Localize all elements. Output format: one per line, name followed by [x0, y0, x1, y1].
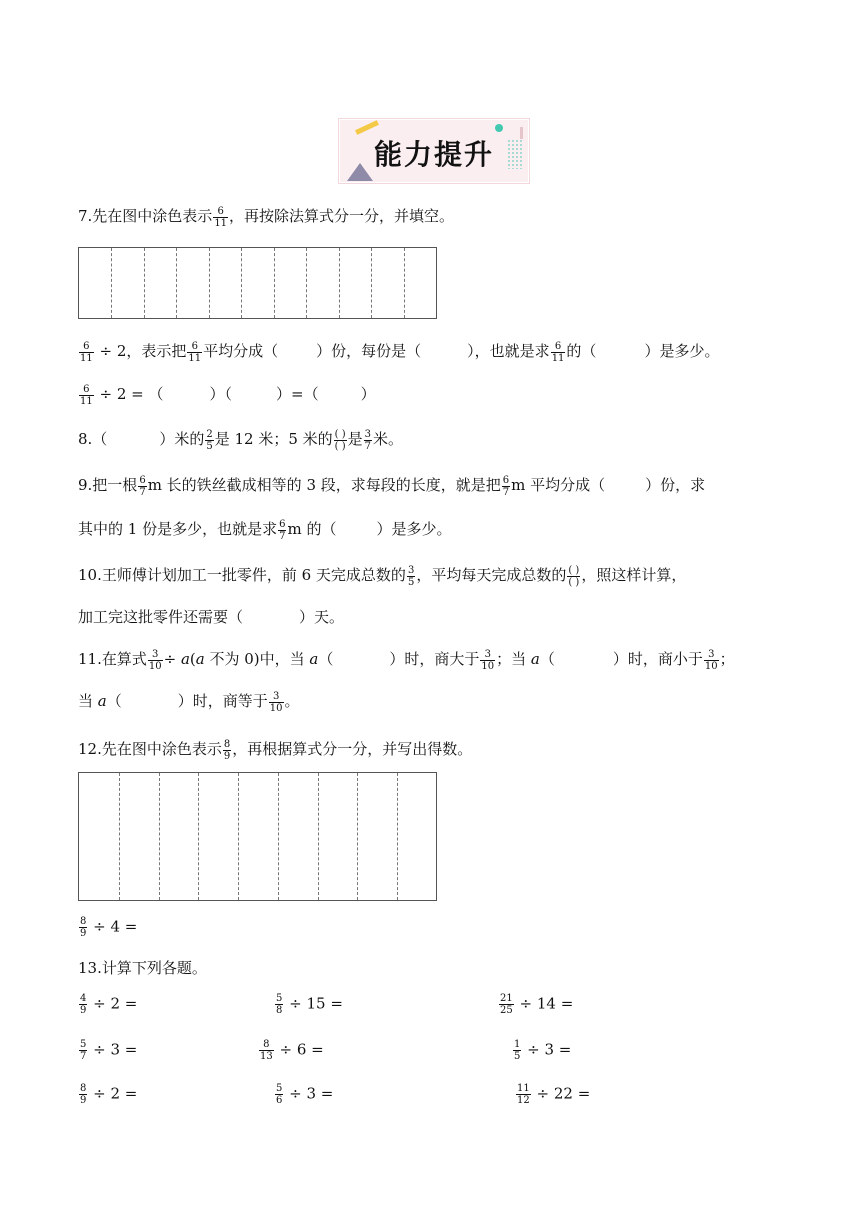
question-12-equation: $\frac{8}{9}$ ÷ 4 =: [80, 916, 138, 939]
q12-strip-diagram[interactable]: [78, 772, 437, 901]
question-7-line-1: $\frac{6}{11}$ ÷ 2，表示把 $\frac{6}{11}$ 平均分成（ ）份，每份是（ ），也就是求 $\frac{6}{11}$ 的（ ）是多少。: [80, 340, 720, 364]
calc-item: $\frac{8}{13}$ ÷ 6 =: [260, 1039, 324, 1062]
question-9-line-2: 其中的 1 份是多少，也就是求 $\frac{6}{7}$ m 的（ ）是多少。: [78, 518, 452, 542]
blank-fraction[interactable]: $\frac{( )}{( )}$: [334, 428, 346, 452]
question-7-line-2: $\frac{6}{11}$ ÷ 2 = （ ）（ ）=（ ）: [80, 383, 376, 407]
question-11-line-1: 11.在算式 $\frac{3}{10}$ ÷ a(a 不为 0)中，当 a（ ）时，商大于 $\frac{3}{10}$ ；当 a（ ）时，商小于 $\frac{3}{10}$ ；: [78, 648, 735, 672]
calc-item: $\frac{4}{9}$ ÷ 2 =: [80, 993, 138, 1016]
question-11-line-2: 当 a（ ）时，商等于 $\frac{3}{10}$ 。: [78, 690, 300, 714]
calc-item: $\frac{5}{6}$ ÷ 3 =: [276, 1083, 334, 1106]
blank-fraction[interactable]: $\frac{( )}{( )}$: [568, 564, 580, 588]
q7-strip-diagram[interactable]: [78, 247, 437, 319]
banner-title: 能力提升: [373, 138, 494, 171]
calc-item: $\frac{11}{12}$ ÷ 22 =: [517, 1083, 591, 1106]
question-10-line-2: 加工完这批零件还需要（ ）天。: [78, 608, 345, 626]
section-banner: [338, 118, 530, 184]
question-8: 8.（ ）米的 $\frac{2}{5}$ 是 12 米；5 米的 $\frac{( )}{( )}$ 是 $\frac{3}{7}$ 米。: [78, 428, 404, 452]
question-9-line-1: 9.把一根 $\frac{6}{7}$ m 长的铁丝截成相等的 3 段，求每段的长度，就是把 $\frac{6}{7}$ m 平均分成（ ）份，求: [78, 474, 706, 498]
calc-item: $\frac{5}{7}$ ÷ 3 =: [80, 1039, 138, 1062]
calc-item: $\frac{8}{9}$ ÷ 2 =: [80, 1083, 138, 1106]
fraction: $\frac{6}{11}$: [214, 205, 228, 229]
calc-item: $\frac{1}{5}$ ÷ 3 =: [514, 1039, 572, 1062]
question-10-line-1: 10.王师傅计划加工一批零件，前 6 天完成总数的 $\frac{3}{5}$ ，平均每天完成总数的 $\frac{( )}{( )}$ ，照这样计算，: [78, 564, 687, 588]
question-7-prompt: 7.先在图中涂色表示 $\frac{6}{11}$ ，再按除法算式分一分，并填空。: [78, 205, 455, 229]
question-12-prompt: 12.先在图中涂色表示 $\frac{8}{9}$ ，再根据算式分一分，并写出得数。: [78, 738, 473, 762]
teal-dot-decoration: [495, 124, 503, 132]
question-13-title: 13.计算下列各题。: [78, 959, 207, 977]
calc-item: $\frac{21}{25}$ ÷ 14 =: [500, 993, 574, 1016]
calc-item: $\frac{5}{8}$ ÷ 15 =: [276, 993, 343, 1016]
